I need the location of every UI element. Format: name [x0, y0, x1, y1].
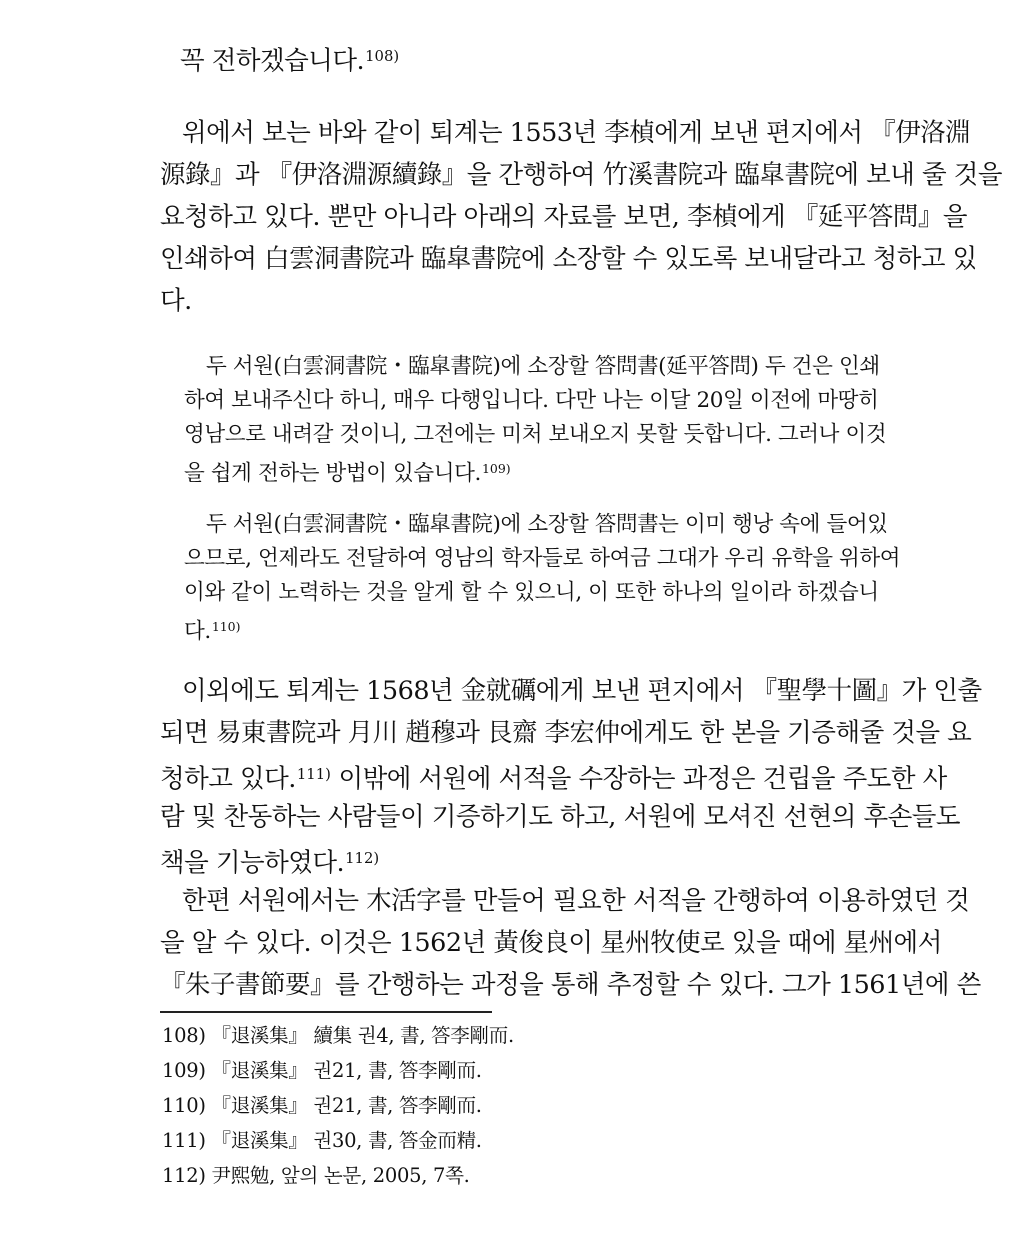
paragraph-line: 책을 기능하였다.$^{112)}$ [160, 848, 380, 879]
quote-line: 영남으로 내려갈 것이니, 그전에는 미처 보내오지 못할 듯합니다. 그러나 이것 [184, 422, 887, 447]
footnote-112: 112) 尹熙勉, 앞의 논문, 2005, 7쪽. [162, 1164, 470, 1187]
paragraph-line: 위에서 보는 바와 같이 퇴계는 1553년 李楨에게 보낸 편지에서 『伊洛淵 [182, 118, 971, 148]
quote-continuation-line: 꼭 전하겠습니다.$^{108)}$ [180, 46, 400, 77]
footnote-109: 109) 『退溪集』 권21, 書, 答李剛而. [162, 1059, 482, 1082]
footnote-108: 108) 『退溪集』 續集 권4, 書, 答李剛而. [162, 1024, 514, 1047]
paragraph-line: 한편 서원에서는 木活字를 만들어 필요한 서적을 간행하여 이용하였던 것 [182, 886, 970, 916]
quote-line: 을 쉽게 전하는 방법이 있습니다.$^{109)}$ [184, 460, 511, 486]
paragraph-line: 요청하고 있다. 뿐만 아니라 아래의 자료를 보면, 李楨에게 『延平答問』을 [160, 202, 967, 232]
quote-line: 이와 같이 노력하는 것을 알게 할 수 있으니, 이 또한 하나의 일이라 하겠습니 [184, 580, 879, 605]
footnote-divider [160, 1011, 492, 1013]
paragraph-line: 源錄』과 『伊洛淵源續錄』을 간행하여 竹溪書院과 臨皐書院에 보내 줄 것을 [160, 160, 1002, 190]
quote-line: 으므로, 언제라도 전달하여 영남의 학자들로 하여금 그대가 우리 유학을 위하여 [184, 546, 901, 571]
footnote-ref: 112) [345, 850, 380, 867]
footnote-ref: 109) [481, 461, 511, 476]
paragraph-line: 되면 易東書院과 月川 趙穆과 艮齋 李宏仲에게도 한 본을 기증해줄 것을 요 [160, 718, 972, 748]
paragraph-line: 을 알 수 있다. 이것은 1562년 黃俊良이 星州牧使로 있을 때에 星州에서 [160, 928, 942, 958]
footnote-ref: 108) [365, 48, 400, 65]
footnote-111: 111) 『退溪集』 권30, 書, 答金而精. [162, 1129, 482, 1152]
paragraph-line: 『朱子書節要』를 간행하는 과정을 통해 추정할 수 있다. 그가 1561년에 쓴 [160, 970, 981, 1000]
paragraph-line: 청하고 있다.$^{111)}$ 이밖에 서원에 서적을 수장하는 과정은 건립을 주도한 사 [160, 764, 947, 795]
footnote-ref: 110) [211, 619, 241, 634]
quote-line: 하여 보내주신다 하니, 매우 다행입니다. 다만 나는 이달 20일 이전에 마땅히 [184, 388, 879, 413]
footnote-ref: 111) [296, 766, 331, 783]
paragraph-line: 인쇄하여 白雲洞書院과 臨皐書院에 소장할 수 있도록 보내달라고 청하고 있 [160, 244, 977, 274]
footnote-110: 110) 『退溪集』 권21, 書, 答李剛而. [162, 1094, 482, 1117]
quote-line: 다.$^{110)}$ [184, 618, 241, 644]
quote-line: 두 서원(白雲洞書院・臨皐書院)에 소장할 答問書는 이미 행낭 속에 들어있 [206, 512, 888, 537]
paragraph-line: 이외에도 퇴계는 1568년 金就礪에게 보낸 편지에서 『聖學十圖』가 인출 [182, 676, 982, 706]
paragraph-line: 람 및 찬동하는 사람들이 기증하기도 하고, 서원에 모셔진 선현의 후손들도 [160, 802, 961, 832]
paragraph-line: 다. [160, 286, 192, 316]
quote-line: 두 서원(白雲洞書院・臨皐書院)에 소장할 答問書(延平答問) 두 건은 인쇄 [206, 354, 880, 379]
